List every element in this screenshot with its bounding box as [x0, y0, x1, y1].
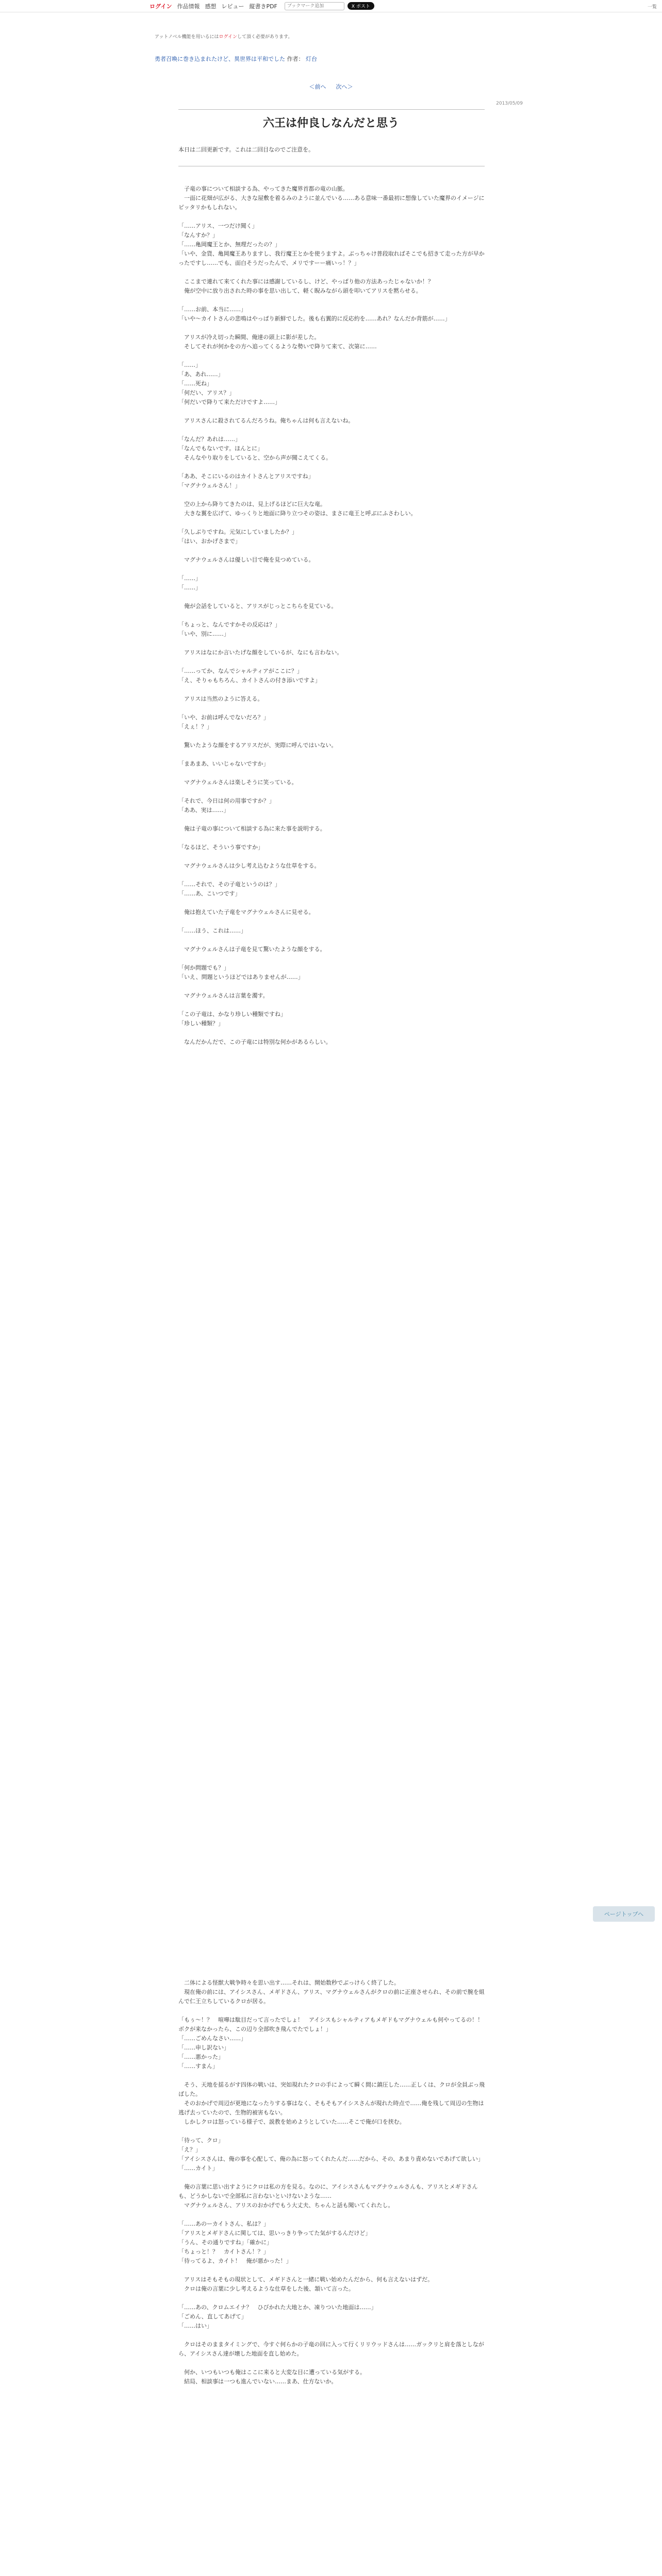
body-paragraph: 「ごめん、直してあげて」 [178, 2313, 247, 2320]
login-guide [155, 33, 292, 40]
body-paragraph: 「え？」 [178, 2146, 201, 2153]
body-paragraph [178, 565, 485, 574]
body-paragraph: マグナウェルさんは楽しそうに笑っている。 [178, 779, 297, 786]
body-paragraph [178, 324, 485, 333]
body-paragraph: 「いえ、問題というほどではありませんが……」 [178, 974, 304, 980]
body-paragraph [178, 685, 485, 694]
body-paragraph: 「……ってか、なんでシャルティアがここに？」 [178, 668, 303, 674]
body-paragraph: 「……あのーカイトさん、私は？」 [178, 2221, 270, 2227]
body-paragraph [178, 2294, 485, 2303]
body-paragraph: 「何だいで降りて来ただけですよ……」 [178, 399, 280, 405]
nav-item-impressions[interactable]: 感想 [205, 3, 217, 10]
body-paragraph: 「珍しい種類？」 [178, 1020, 224, 1027]
body-paragraph: 「もぅ～！？ 喧嘩は駄目だって言ったでしょ！ アイシスもシャルティアもメギドもマグナウェルも何やってるの！！ ボクが来なかったら、この辺り全部吹き飛んでたでしょ！」 [178, 2016, 489, 2032]
body-paragraph [178, 982, 485, 991]
body-paragraph: 「いや～カイトさんの悲鳴はやっぱり新鮮でした。後も右翼的に反応約を……あれ？なんだか背筋が……」 [178, 315, 451, 322]
body-paragraph: 「……亀岡魔王とか、無理だったの？」 [178, 241, 280, 248]
body-paragraph: 「アイシスさんは、俺の事を心配して、俺の為に怒ってくれたんだ……だから、その、あまり責めないであげて欲しい」 [178, 2156, 484, 2162]
body-paragraph: 二体による怪獣大戦争時々を思い出す……それは、開始数秒でぶっけらく終了した。 [178, 1979, 400, 1986]
body-paragraph: アリスはなにか言いたげな顔をしているが、なにも言わない。 [178, 649, 343, 656]
nav-item-vertical-pdf[interactable]: 縦書きPDF [249, 3, 277, 10]
body-paragraph: なんだかんだで、この子竜には特別な何かがあるらしい。 [178, 1039, 332, 1045]
body-paragraph: アリスは当然のように答える。 [178, 696, 263, 702]
body-paragraph: 俺は子竜の事について相談する為に来た事を説明する。 [178, 825, 326, 832]
body-paragraph: 驚いたような顔をするアリスだが、実際に呼んではいない。 [178, 742, 337, 749]
body-paragraph: 「何か問題でも？」 [178, 964, 229, 971]
chapter-title: 六王は仲良しなんだと思う [262, 117, 399, 130]
body-paragraph: 「……悪かった」 [178, 2054, 224, 2060]
body-paragraph [178, 2210, 485, 2219]
body-paragraph: そのおかげで周辺が更地になったりする事はなく、そもそもアイシスさんが現れた時点で……俺を残して周辺の生物は逃げ去っていたので、生物的被害もない。 [178, 2100, 484, 2116]
body-paragraph: 大きな翼を広げて、ゆっくりと地面に降り立つその姿は、まさに竜王と呼ぶにふさわしい。 [178, 510, 417, 517]
body-paragraph [178, 750, 485, 759]
body-paragraph: 「うん、その通りですね」「確かに」 [178, 2239, 273, 2246]
body-paragraph: 「久しぶりですね。元気にしていましたか？」 [178, 529, 297, 535]
nav-item-review[interactable]: レビュー [221, 3, 244, 10]
body-paragraph [178, 815, 485, 824]
body-paragraph [178, 1028, 485, 1038]
body-paragraph: 「……アリス、一つだけ聞く」 [178, 223, 258, 229]
body-paragraph: 「……はい」 [178, 2323, 212, 2329]
body-paragraph [178, 592, 485, 602]
body-paragraph: そしてそれが何かをの方へ追ってくるような勢いで降りて来て、次第に…… [178, 343, 377, 350]
body-paragraph [178, 769, 485, 778]
body-paragraph [178, 407, 485, 416]
body-paragraph [178, 426, 485, 435]
body-paragraph: 「……お前、本当に……」 [178, 306, 246, 313]
body-paragraph: 「この子竜は、かなり珍しい種類ですね」 [178, 1011, 286, 1018]
body-paragraph: 「いや、別に……」 [178, 631, 229, 637]
body-paragraph [178, 732, 485, 741]
body-paragraph [178, 212, 485, 222]
body-paragraph: 「……ごめんなさい……」 [178, 2035, 246, 2042]
body-paragraph: 「ああ、実は……」 [178, 807, 229, 814]
body-paragraph: 「……」 [178, 584, 201, 591]
author-label: 作者： [287, 56, 304, 62]
body-paragraph: マグナウェルさんは少し考え込むような仕草をする。 [178, 862, 320, 869]
body-paragraph [178, 611, 485, 620]
body-paragraph: クロは俺の言葉に少し考えるような仕草をした後、頷いて言った。 [178, 2285, 354, 2292]
body-paragraph [178, 175, 485, 184]
top-pager [0, 82, 662, 91]
body-paragraph: そんなやり取りをしていると、空から声が聞こえてくる。 [178, 454, 332, 461]
body-paragraph: 「……ほう、これは……」 [178, 927, 246, 934]
top-navigation-bar [0, 0, 662, 12]
body-paragraph [178, 518, 485, 528]
body-paragraph [178, 787, 485, 796]
body-paragraph: 「……すまん」 [178, 2063, 218, 2070]
body-paragraph: アリスが冷え切った瞬間、俺達の頭上に影が差した。 [178, 334, 320, 341]
next-link[interactable]: 次へ＞ [336, 83, 353, 90]
body-paragraph: 「……あの、クロムエイナ？ ひびかれた大地とか、凍りついた地面は……」 [178, 2304, 377, 2311]
body-paragraph [178, 2359, 485, 2368]
body-paragraph: 「なんすか？」 [178, 232, 218, 239]
body-paragraph: 「……」 [178, 575, 201, 582]
body-paragraph [178, 639, 485, 648]
body-paragraph: 「なんだ？あれは……」 [178, 436, 241, 443]
body-paragraph [178, 2266, 485, 2275]
body-paragraph: 「……」 [178, 362, 201, 368]
body-paragraph: 「待って、クロ」 [178, 2137, 224, 2144]
x-post-button[interactable]: X ポスト [347, 2, 374, 10]
divider [178, 109, 485, 110]
body-paragraph [178, 954, 485, 963]
body-paragraph: 「ああ、そこにいるのはカイトさんとアリスですね」 [178, 473, 314, 480]
body-paragraph [178, 2071, 485, 2080]
login-link[interactable]: ログイン [150, 3, 172, 10]
body-paragraph: 俺の言葉に思い出すようにクロは私の方を見る。なのに、アイシスさんもマグナウェルさんも、アリスとメギドさんも、どうかしないで全部私に言わないといけないような…… [178, 2183, 478, 2199]
body-paragraph: クロはそのままタイミングで、今すぐ何らかの子竜の回に入って行くリリウッドさんは……ガックリと肩を落としながら、アイシスさん達が壊した地面を直し始めた。 [178, 2341, 484, 2357]
login-guide-suffix: して頂く必要があります。 [237, 35, 293, 40]
body-paragraph: 「あ、あれ……」 [178, 371, 224, 378]
body-paragraph: そう、天地を揺るがす四体の戦いは、突如現れたクロの手によって瞬く間に鎮圧した……正しくは、クロが全員ぶっ飛ばした。 [178, 2081, 485, 2097]
body-paragraph: 「いや、金貨、亀岡魔王ありますし、我行魔王とかを使うますよ。ぶっちゃけ普段取ればそこでも招きて走った方が早かったですし……でも、面白そうだったんで、メリですーー痛いっ！？」 [178, 250, 485, 266]
body-paragraph: 「マグナウェルさん！」 [178, 482, 241, 489]
body-paragraph [178, 1001, 485, 1010]
body-paragraph: 「え、そりゃもちろん、カイトさんの付き添いですよ」 [178, 677, 321, 684]
body-paragraph: 「アリスとメギドさんに関しては、思いっきり争ってた気がするんだけど」 [178, 2230, 371, 2236]
body-paragraph [178, 2127, 485, 2136]
body-paragraph: アリスさんに殺されてるんだろうね。俺ちゃんは何も言えないね。 [178, 417, 354, 424]
body-paragraph: 「それで、今日は何の用事ですか？」 [178, 798, 275, 804]
prev-link[interactable]: ＜前へ [309, 83, 326, 90]
body-paragraph: しかしクロは怒っている様子で、説教を始めようとしていた……そこで俺が口を挟む。 [178, 2119, 405, 2125]
body-paragraph: アリスはそもそもの現状として、メギドさんと一緒に戦い始めたんだから、何も言えないはずだ。 [178, 2276, 434, 2283]
series-info [155, 55, 317, 63]
body-paragraph: 結局、相談事は一つも進んでいない……まあ、仕方ないか。 [178, 2378, 337, 2385]
page-top-button[interactable]: ページトップへ [593, 1906, 655, 1922]
body-paragraph: 「……死ね」 [178, 380, 212, 387]
body-paragraph: 「待ってるよ、カイト！ 俺が悪かった！」 [178, 2258, 292, 2264]
body-paragraph [178, 704, 485, 713]
body-paragraph: 「まあまあ、いいじゃないですか」 [178, 760, 269, 767]
body-paragraph: 「何だい、アリス？」 [178, 389, 235, 396]
body-paragraph: 「なるほど、そういう事ですか」 [178, 844, 263, 851]
body-paragraph: 「はい、おかげさまで」 [178, 538, 241, 545]
body-paragraph [178, 296, 485, 305]
body-paragraph: 一面に花畑が広がる、大きな屋敷を着るみのように並んでいる……ある意味一番最初に想像していた魔界のイメージにピッタリかもしれない。 [178, 195, 485, 211]
body-paragraph: マグナウェルさんは言葉を濁す。 [178, 992, 269, 999]
body-paragraph [178, 268, 485, 277]
body-paragraph [178, 463, 485, 472]
body-paragraph: 「……申し訳ない」 [178, 2044, 229, 2051]
body-paragraph [178, 2331, 485, 2340]
body-paragraph: マグナウェルさんは優しい目で俺を見つめている。 [178, 556, 315, 563]
body-paragraph [178, 2006, 485, 2015]
body-paragraph: 俺が空中に放り出された時の事を思い出して、軽く睨みながら頭を叩いてアリスを黙らせる。 [178, 287, 422, 294]
body-paragraph: 現在俺の前には、アイシスさん、メギドさん、アリス、マグナウェルさんがクロの前に正座させられ、その前で腕を組んで仁王立ちしているクロが居る。 [178, 1989, 485, 2005]
body-paragraph: 「いや、お前は呼んでないだろ？」 [178, 714, 269, 721]
body-paragraph: マグナウェルさんは子竜を見て驚いたような顔をする。 [178, 946, 326, 953]
body-paragraph: 「えぇ！？」 [178, 723, 212, 730]
body-paragraph: 「なんでもないです。ほんとに」 [178, 445, 263, 452]
body-paragraph: 空の上から降りてきたのは、見上げるほどに巨大な竜。 [178, 501, 326, 507]
body-paragraph: 「ちょっと、なんですかその反応は？」 [178, 621, 280, 628]
chapter-body-part-1 [178, 175, 485, 1047]
body-paragraph [178, 852, 485, 861]
body-paragraph: 「……それで、その子竜というのは？」 [178, 881, 280, 888]
publish-date: 2013/05/09 [496, 101, 523, 106]
author-link[interactable]: 灯台 [306, 56, 317, 62]
body-paragraph [178, 490, 485, 500]
body-paragraph: 子竜の事について相談する為、やってきた魔界首都の竜の山脈。 [178, 185, 349, 192]
corner-list-link[interactable]: 一覧 [647, 5, 657, 10]
body-paragraph: 「……カイト」 [178, 2165, 218, 2172]
body-paragraph: 何か、いつもいつも俺はここに来ると大変な目に遭っている気がする。 [178, 2369, 366, 2376]
series-title-link[interactable]: 勇者召喚に巻き込まれたけど、異世界は平和でした [155, 56, 285, 62]
chapter-body-part-2 [178, 1978, 489, 2386]
body-paragraph [178, 351, 485, 361]
body-paragraph [178, 546, 485, 555]
body-paragraph: 「……あ、こいつです」 [178, 890, 241, 897]
login-guide-link[interactable]: ログイン [219, 35, 238, 40]
nav-item-work-info[interactable]: 作品情報 [177, 3, 200, 10]
body-paragraph [178, 899, 485, 908]
body-paragraph [178, 2173, 485, 2182]
body-paragraph: 「ちょっと！？ カイトさん！？」 [178, 2248, 269, 2255]
body-paragraph [178, 936, 485, 945]
body-paragraph: マグナウェルさん、アリスのおかげでもう大丈夫、ちゃんと話も聞いてくれたし。 [178, 2202, 394, 2209]
login-guide-prefix: アットノベル機能を用いるには [155, 35, 219, 40]
bookmark-input[interactable] [285, 2, 344, 10]
body-paragraph: 俺は抱えていた子竜をマグナウェルさんに見せる。 [178, 909, 315, 916]
preface-text: 本日は二回更新です。これは二回目なのでご注意を。 [178, 146, 315, 153]
body-paragraph: ここまで連れて来てくれた事には感謝しているし、けど、やっぱり他の方法あったじゃないか！？ [178, 278, 434, 285]
body-paragraph [178, 834, 485, 843]
body-paragraph [178, 871, 485, 880]
body-paragraph: 俺が会話をしていると、アリスがじっとこちらを見ている。 [178, 603, 337, 609]
header-nav [177, 2, 277, 10]
body-paragraph [178, 917, 485, 926]
body-paragraph [178, 657, 485, 667]
